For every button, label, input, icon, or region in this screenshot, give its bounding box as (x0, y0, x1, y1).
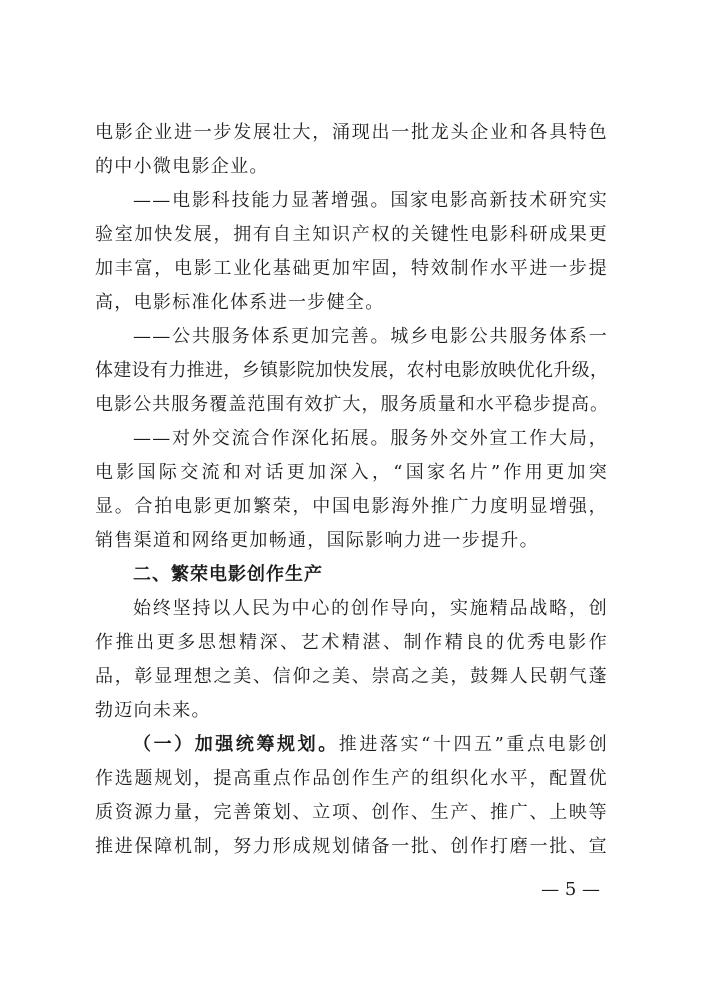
paragraph-line: 高，电影标准化体系进一步健全。 (95, 292, 385, 313)
paragraph-line: 的中小微电影企业。 (95, 156, 269, 177)
paragraph-line: 作选题规划，提高重点作品创作生产的组织化水平，配置优 (95, 768, 608, 789)
section-heading: 二、繁荣电影创作生产 (133, 564, 323, 585)
paragraph-line: ——对外交流合作深化拓展。服务外交外宣工作大局， (133, 428, 608, 449)
paragraph-line: 验室加快发展，拥有自主知识产权的关键性电影科研成果更 (95, 224, 608, 245)
paragraph-line: ——电影科技能力显著增强。国家电影高新技术研究实 (133, 190, 608, 211)
paragraph-text: 推进落实“十四五”重点电影创 (338, 734, 608, 755)
paragraph-line: 作推出更多思想精深、艺术精湛、制作精良的优秀电影作 (95, 632, 608, 653)
document-body (95, 116, 608, 864)
subsection-label: （一）加强统筹规划。 (133, 734, 339, 755)
paragraph-line: 推进保障机制，努力形成规划储备一批、创作打磨一批、宣 (95, 836, 608, 857)
paragraph-line: 电影企业进一步发展壮大，涌现出一批龙头企业和各具特色 (95, 122, 608, 143)
paragraph-line: 质资源力量，完善策划、立项、创作、生产、推广、上映等 (95, 802, 608, 823)
paragraph-line: 销售渠道和网络更加畅通，国际影响力进一步提升。 (95, 530, 539, 551)
paragraph-line: 加丰富，电影工业化基础更加牢固，特效制作水平进一步提 (95, 258, 608, 279)
paragraph-line: 勃迈向未来。 (95, 700, 211, 721)
paragraph-line (95, 728, 608, 762)
paragraph-line: 显。合拍电影更加繁荣，中国电影海外推广力度明显增强， (95, 496, 608, 517)
paragraph-line: 始终坚持以人民为中心的创作导向，实施精品战略，创 (133, 598, 608, 619)
paragraph-line: ——公共服务体系更加完善。城乡电影公共服务体系一 (133, 326, 608, 347)
paragraph-line: 电影国际交流和对话更加深入，“国家名片”作用更加突 (95, 462, 608, 483)
page-number: — 5 — (541, 879, 600, 900)
paragraph-line: 电影公共服务覆盖范围有效扩大，服务质量和水平稳步提高。 (95, 394, 608, 415)
paragraph-line: 体建设有力推进，乡镇影院加快发展，农村电影放映优化升级， (95, 360, 608, 381)
paragraph-line: 品，彰显理想之美、信仰之美、崇高之美，鼓舞人民朝气蓬 (95, 666, 608, 687)
